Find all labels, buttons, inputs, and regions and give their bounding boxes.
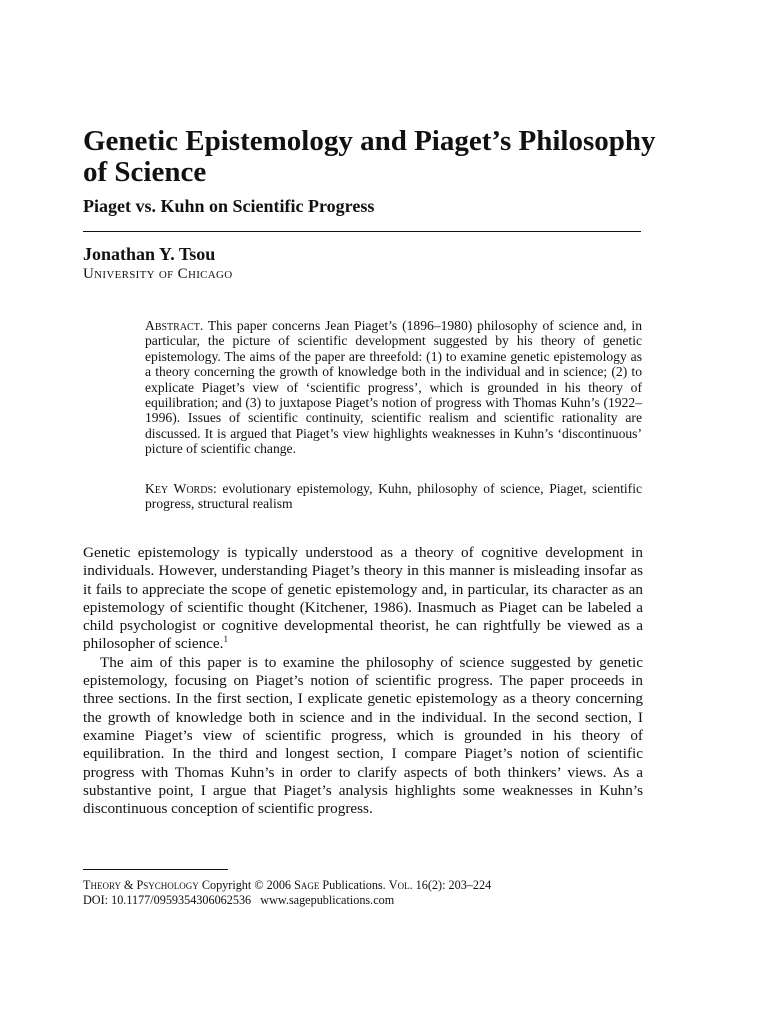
volume-info: 16(2): 203–224 (415, 878, 492, 892)
doi-text: DOI: 10.1177/0959354306062536 (83, 893, 252, 907)
body-paragraph (83, 544, 643, 654)
keywords-text: evolutionary epistemology, Kuhn, philosophy of science, Piaget, scientific progress, structural realism (145, 481, 643, 512)
volume-label: Vol. (388, 878, 413, 892)
keywords (145, 481, 642, 512)
author-affiliation: University of Chicago (83, 266, 233, 282)
publication-footer (83, 878, 643, 908)
body-paragraph: The aim of this paper is to examine the philosophy of science suggested by genetic epistemology, focusing on Piaget’s notion of scientific progress. The paper proceeds in three sections. In the first section, I explicate genetic epistemology as a theory concerning the growth of knowledge both in science and in the individual. In the second section, I examine Piaget’s view of scientific progress, which is grounded in his theory of equilibration. In the third and longest section, I compare Piaget’s notion of scientific progress with Thomas Kuhn’s in order to clarify aspects of both thinkers’ views. As a substantive point, I argue that Piaget’s analysis highlights some weaknesses in Kuhn’s discontinuous conception of scientific progress. (83, 653, 643, 818)
abstract-label: Abstract. (145, 318, 204, 333)
title-divider (83, 231, 641, 232)
footer-divider (83, 869, 228, 870)
publisher-url-link[interactable]: www.sagepublications.com (260, 893, 395, 907)
author-name: Jonathan Y. Tsou (83, 244, 216, 264)
publisher-name: Sage (294, 878, 320, 892)
footnote-marker[interactable]: 1 (223, 634, 228, 645)
body-text (83, 544, 643, 818)
doi-line (83, 893, 643, 908)
paper-subtitle: Piaget vs. Kuhn on Scientific Progress (83, 196, 375, 216)
paper-title: Genetic Epistemology and Piaget’s Philosophy of Science (83, 125, 656, 188)
abstract-text: This paper concerns Jean Piaget’s (1896–1980) philosophy of science and, in particular, the picture of scientific development suggested by his theory of genetic epistemology. The aims of the paper are threefold: (1) to examine genetic epistemology as a theory concerning the growth of knowledge both in the individual and in science; (2) to explicate Piaget’s view of ‘scientific progress’, which is grounded in his theory of equilibration; and (3) to juxtapose Piaget’s notion of progress with Thomas Kuhn’s (1922–1996). Issues of scientific continuity, scientific realism and scientific rationality are discussed. It is argued that Piaget’s view highlights weaknesses in Kuhn’s ‘discontinuous’ picture of scientific change. (145, 318, 642, 457)
copyright-suffix: Publications. (322, 878, 386, 892)
paragraph-1-text: Genetic epistemology is typically understood as a theory of cognitive development in individuals. However, understanding Piaget’s theory in this manner is misleading insofar as it fails to appreciate the scope of genetic epistemology and, in particular, its character as an epistemology of scientific thought (Kitchener, 1986). Inasmuch as Piaget can be labeled a child psychologist or cognitive developmental theorist, he can rightfully be viewed as a philosopher of science. (83, 544, 643, 653)
abstract (145, 318, 642, 457)
copyright-line (83, 878, 643, 893)
journal-name: Theory & Psychology (83, 878, 199, 892)
copyright-text: Copyright © 2006 (201, 878, 292, 892)
keywords-label: Key Words: (145, 481, 217, 496)
